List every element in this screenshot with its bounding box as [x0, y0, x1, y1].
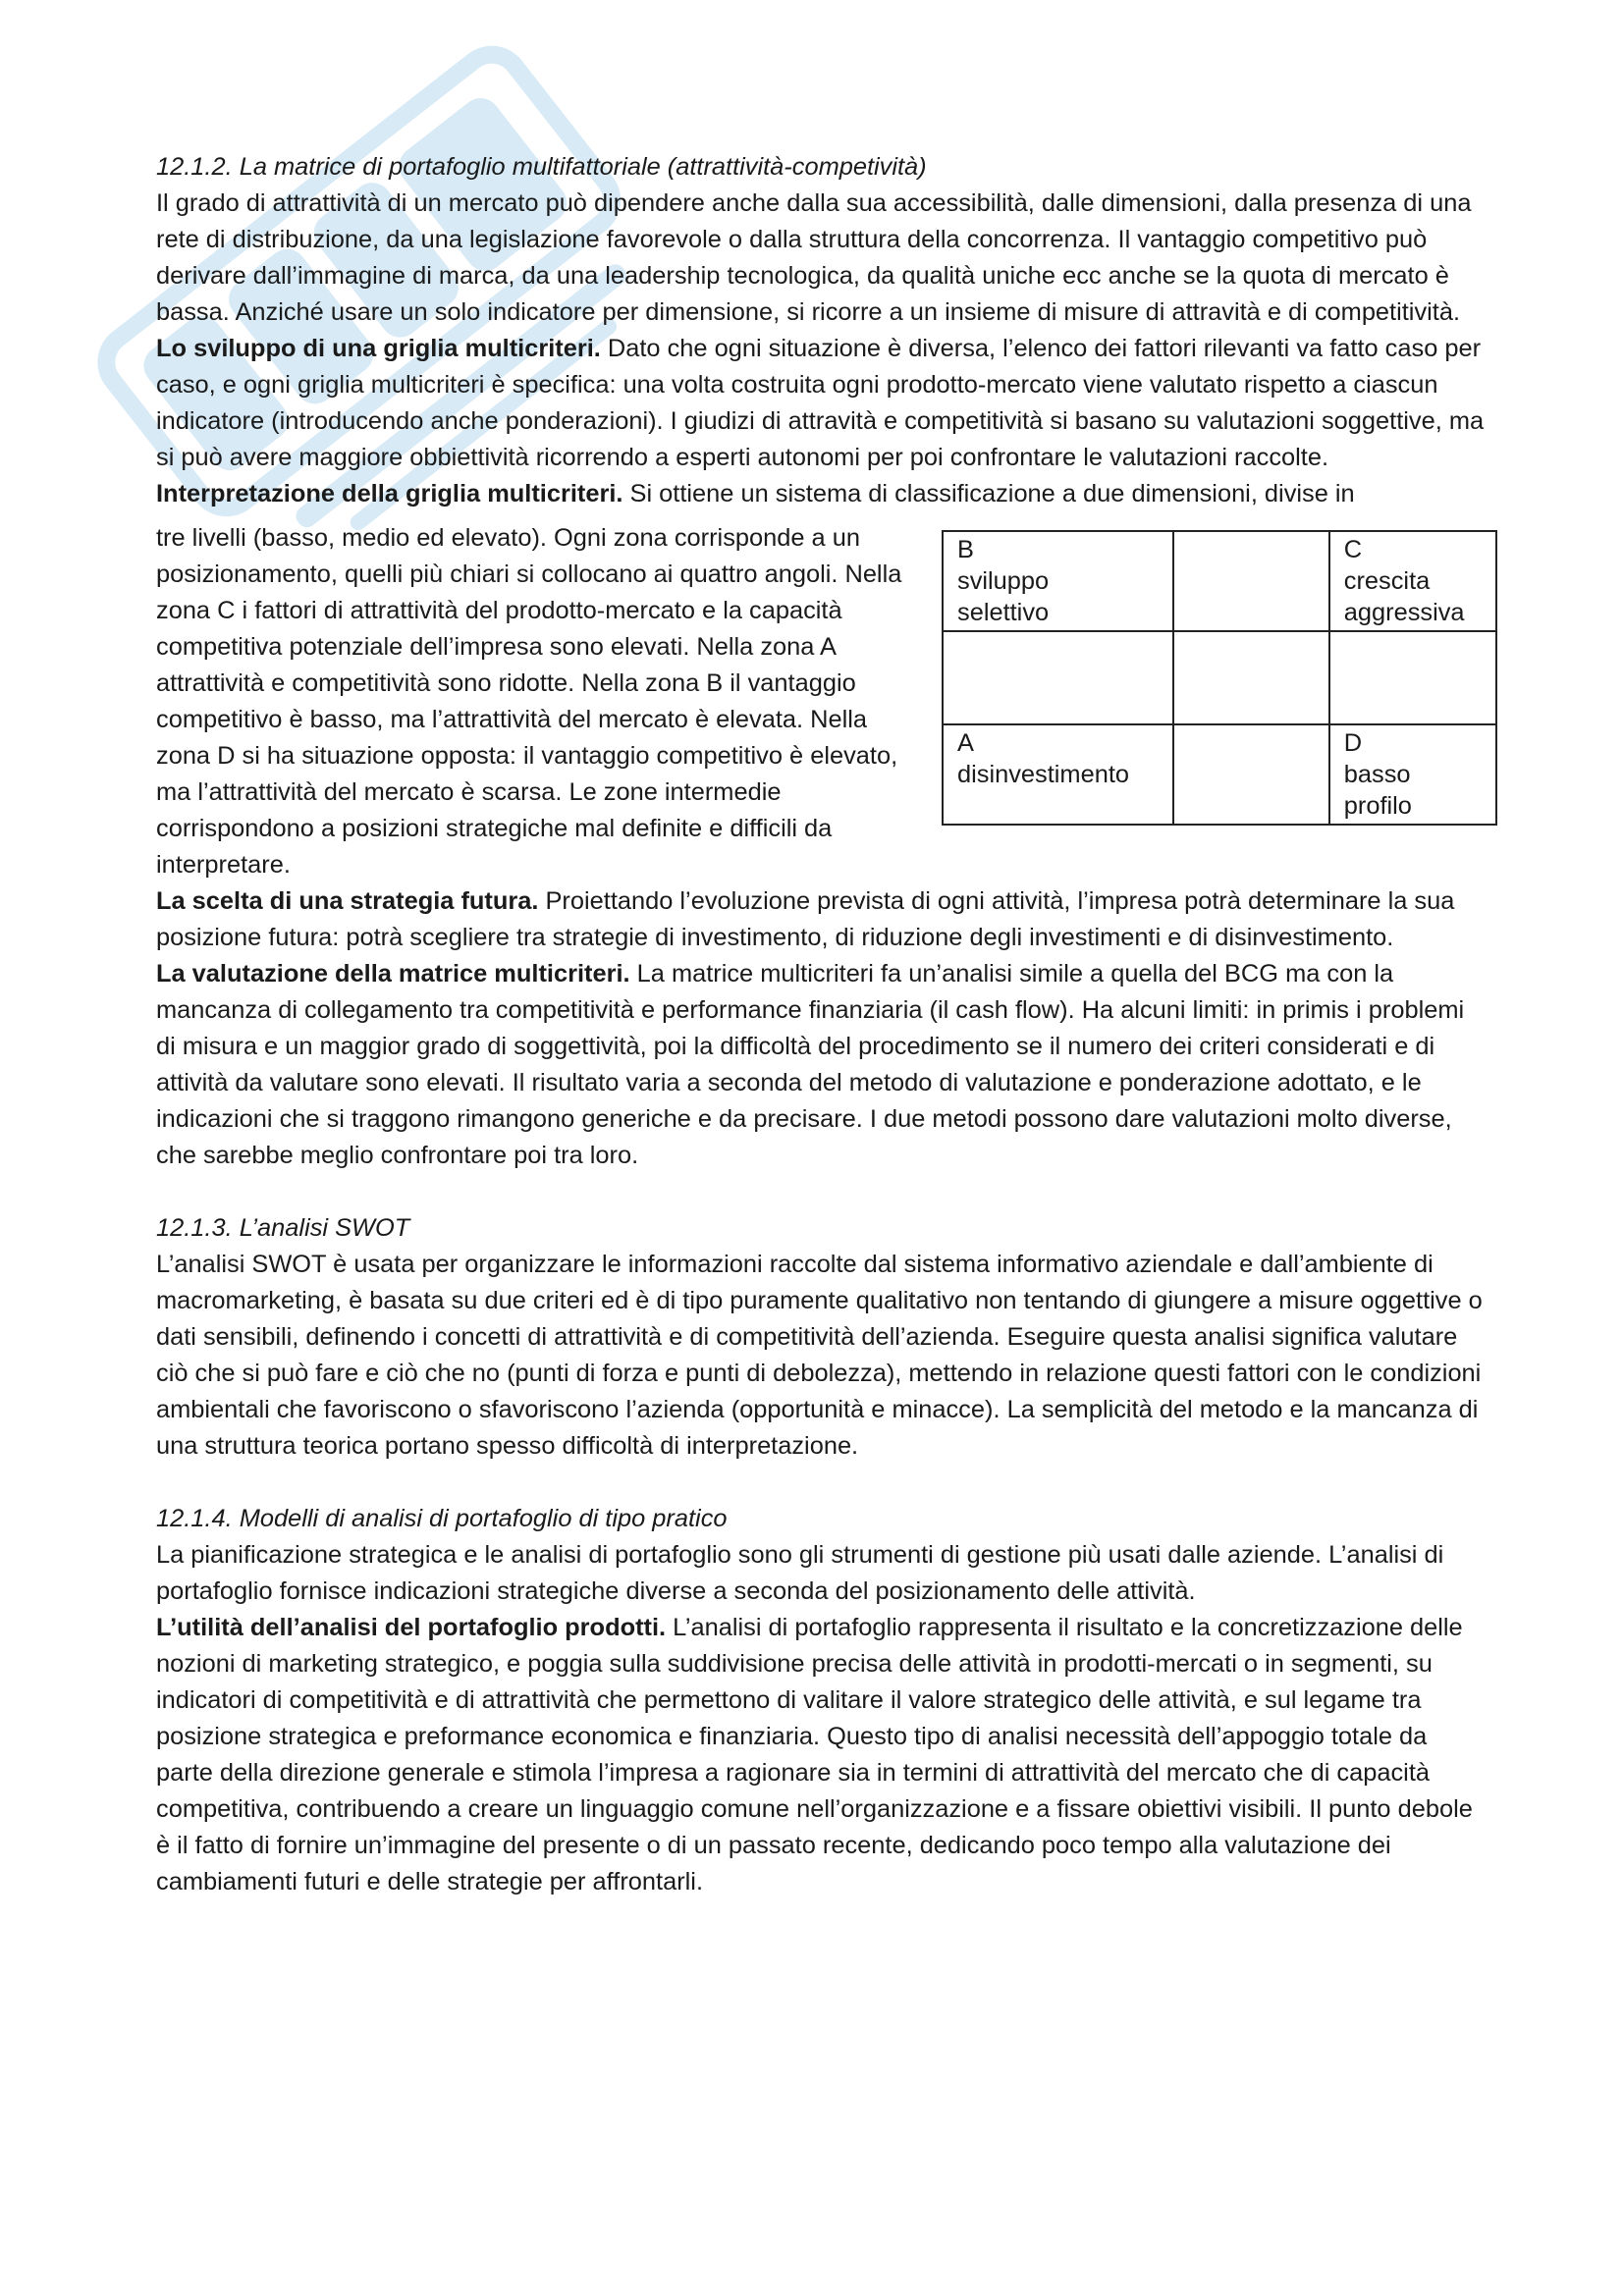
spacer: [156, 1174, 1487, 1210]
paragraph-text: L’analisi di portafoglio rappresenta il risultato e la concretizzazione delle nozioni di marketing strategico, e poggia sulla suddivisione precisa delle attività in prodotti-mercati o in segmenti, su indicatori di competitività e di attrattività che permettono di valitare il valore strategico delle attività, e sul legame tra posizione strategica e preformance economica e finanziaria. Questo tipo di analisi necessità dell’appoggio totale da parte della direzione generale e stimola l’impresa a ragionare sia in termini di attrattività del mercato che di capacità competitiva, contribuendo a creare un linguaggio comune nell’organizzazione e a fissare obiettivi visibili. Il punto debole è il fatto di fornire un’immagine del presente o di un passato recente, dedicando poco tempo alla valutazione dei cambiamenti futuri e delle strategie per affrontarli.: [156, 1614, 1473, 1896]
cell-label-line: sviluppo: [957, 567, 1050, 595]
matrix-cell-d: [1329, 724, 1496, 825]
spacer: [156, 1465, 1487, 1501]
paragraph-text: Proiettando l’evoluzione prevista di ogni attività, l’impresa potrà determinare la sua posizione futura: potrà scegliere tra strategie di investimento, di riduzione degli investimenti e di disinvestimento.: [156, 887, 1455, 951]
paragraph-title: La valutazione della matrice multicriteri.: [156, 960, 630, 988]
matrix-wrap-block: [156, 520, 1487, 883]
matrix-cell-b: [943, 531, 1173, 631]
matrix-cell-a: [943, 724, 1173, 825]
paragraph-utilita-portafoglio: [156, 1610, 1487, 1900]
paragraph-swot: L’analisi SWOT è usata per organizzare le informazioni raccolte dal sistema informativo aziendale e dall’ambiente di macromarketing, è basata su due criteri ed è di tipo puramente qualitativo non tentando di giungere a misure oggettive o dati sensibili, definendo i concetti di attrattività e di competitività dell’azienda. Eseguire questa analisi significa valutare ciò che si può fare e ciò che no (punti di forza e punti di debolezza), mettendo in relazione questi fattori con le condizioni ambientali che favoriscono o sfavoriscono l’azienda (opportunità e minacce). La semplicità del metodo e la mancanza di una struttura teorica portano spesso difficoltà di interpretazione.: [156, 1251, 1483, 1460]
matrix-cell-empty: [1173, 631, 1329, 724]
paragraph-title: Lo sviluppo di una griglia multicriteri.: [156, 335, 601, 362]
paragraph-intro: Il grado di attrattività di un mercato può dipendere anche dalla sua accessibilità, dalle dimensioni, dalla presenza di una rete di distribuzione, da una legislazione favorevole o dalla struttura della concorrenza. Il vantaggio competitivo può derivare dall’immagine di marca, da una leadership tecnologica, da qualità uniche ecc anche se la quota di mercato è bassa. Anziché usare un solo indicatore per dimensione, si ricorre a un insieme di misure di attravità e di competitività.: [156, 189, 1472, 326]
matrix-cell-empty: [1173, 724, 1329, 825]
cell-letter: D: [1343, 729, 1363, 757]
paragraph-title: L’utilità dell’analisi del portafoglio prodotti.: [156, 1614, 667, 1641]
section-heading-12-1-3: 12.1.3. L’analisi SWOT: [156, 1214, 410, 1242]
matrix-cell-empty: [943, 631, 1173, 724]
paragraph-text: Si ottiene un sistema di classificazione a due dimensioni, divise in: [622, 480, 1355, 507]
paragraph-strategia-futura: [156, 883, 1487, 956]
cell-label-line: profilo: [1343, 792, 1412, 820]
multicriteria-matrix: [942, 530, 1497, 826]
paragraph-interpretazione-continued: tre livelli (basso, medio ed elevato). Ogni zona corrisponde a un posizionamento, quelli più chiari si collocano ai quattro angoli. Nella zona C i fattori di attrattività del prodotto-mercato e la capacità competitiva potenziale dell’impresa sono elevati. Nella zona A attrattività e competitività sono ridotte. Nella zona B il vantaggio competitivo è basso, ma l’attrattività del mercato è elevata. Nella zona D si ha situazione opposta: il vantaggio competitivo è elevato, ma l’attrattività del mercato è scarsa. Le zone intermedie corrispondono a posizioni strategiche mal definite e difficili da interpretare.: [156, 524, 902, 879]
paragraph-text: Dato che ogni situazione è diversa, l’elenco dei fattori rilevanti va fatto caso per caso, e ogni griglia multicriteri è specifica: una volta costruita ogni prodotto-mercato viene valutato rispetto a ciascun indicatore (introducendo anche ponderazioni). I giudizi di attravità e competitività si basano su valutazioni soggettive, ma si può avere maggiore obbiettività ricorrendo a esperti autonomi per poi confrontare le valutazioni raccolte.: [156, 335, 1485, 471]
cell-letter: B: [957, 536, 974, 563]
paragraph-title: Interpretazione della griglia multicriteri.: [156, 480, 623, 507]
cell-label-line: crescita: [1343, 567, 1431, 595]
paragraph-pianificazione: La pianificazione strategica e le analisi di portafoglio sono gli strumenti di gestione più usati dalle aziende. L’analisi di portafoglio fornisce indicazioni strategiche diverse a seconda del posizionamento delle attività.: [156, 1541, 1444, 1605]
cell-label-line: selettivo: [957, 599, 1050, 626]
paragraph-griglia-interpretazione: [156, 476, 1487, 512]
cell-letter: A: [957, 729, 974, 757]
cell-letter: C: [1343, 536, 1363, 563]
section-heading-12-1-4: 12.1.4. Modelli di analisi di portafoglio di tipo pratico: [156, 1505, 728, 1532]
paragraph-title: La scelta di una strategia futura.: [156, 887, 539, 915]
matrix-cell-c: [1329, 531, 1496, 631]
paragraph-valutazione-matrice: [156, 956, 1487, 1174]
cell-label-line: disinvestimento: [957, 761, 1129, 788]
paragraph-griglia-sviluppo: [156, 331, 1487, 476]
cell-label-line: basso: [1343, 761, 1411, 788]
document-page: [156, 149, 1487, 1900]
cell-label-line: aggressiva: [1343, 599, 1465, 626]
paragraph-text: La matrice multicriteri fa un’analisi simile a quella del BCG ma con la mancanza di collegamento tra competitività e performance finanziaria (il cash flow). Ha alcuni limiti: in primis i problemi di misura e un maggior grado di soggettività, poi la difficoltà del procedimento se il numero dei criteri considerati e di attività da valutare sono elevati. Il risultato varia a seconda del metodo di valutazione e ponderazione adottato, e le indicazioni che si traggono rimangono generiche e da precisare. I due metodi possono dare valutazioni molto diverse, che sarebbe meglio confrontare poi tra loro.: [156, 960, 1465, 1169]
matrix-cell-empty: [1173, 531, 1329, 631]
section-heading-12-1-2: 12.1.2. La matrice di portafoglio multifattoriale (attrattività-competività): [156, 153, 927, 181]
matrix-cell-empty: [1329, 631, 1496, 724]
